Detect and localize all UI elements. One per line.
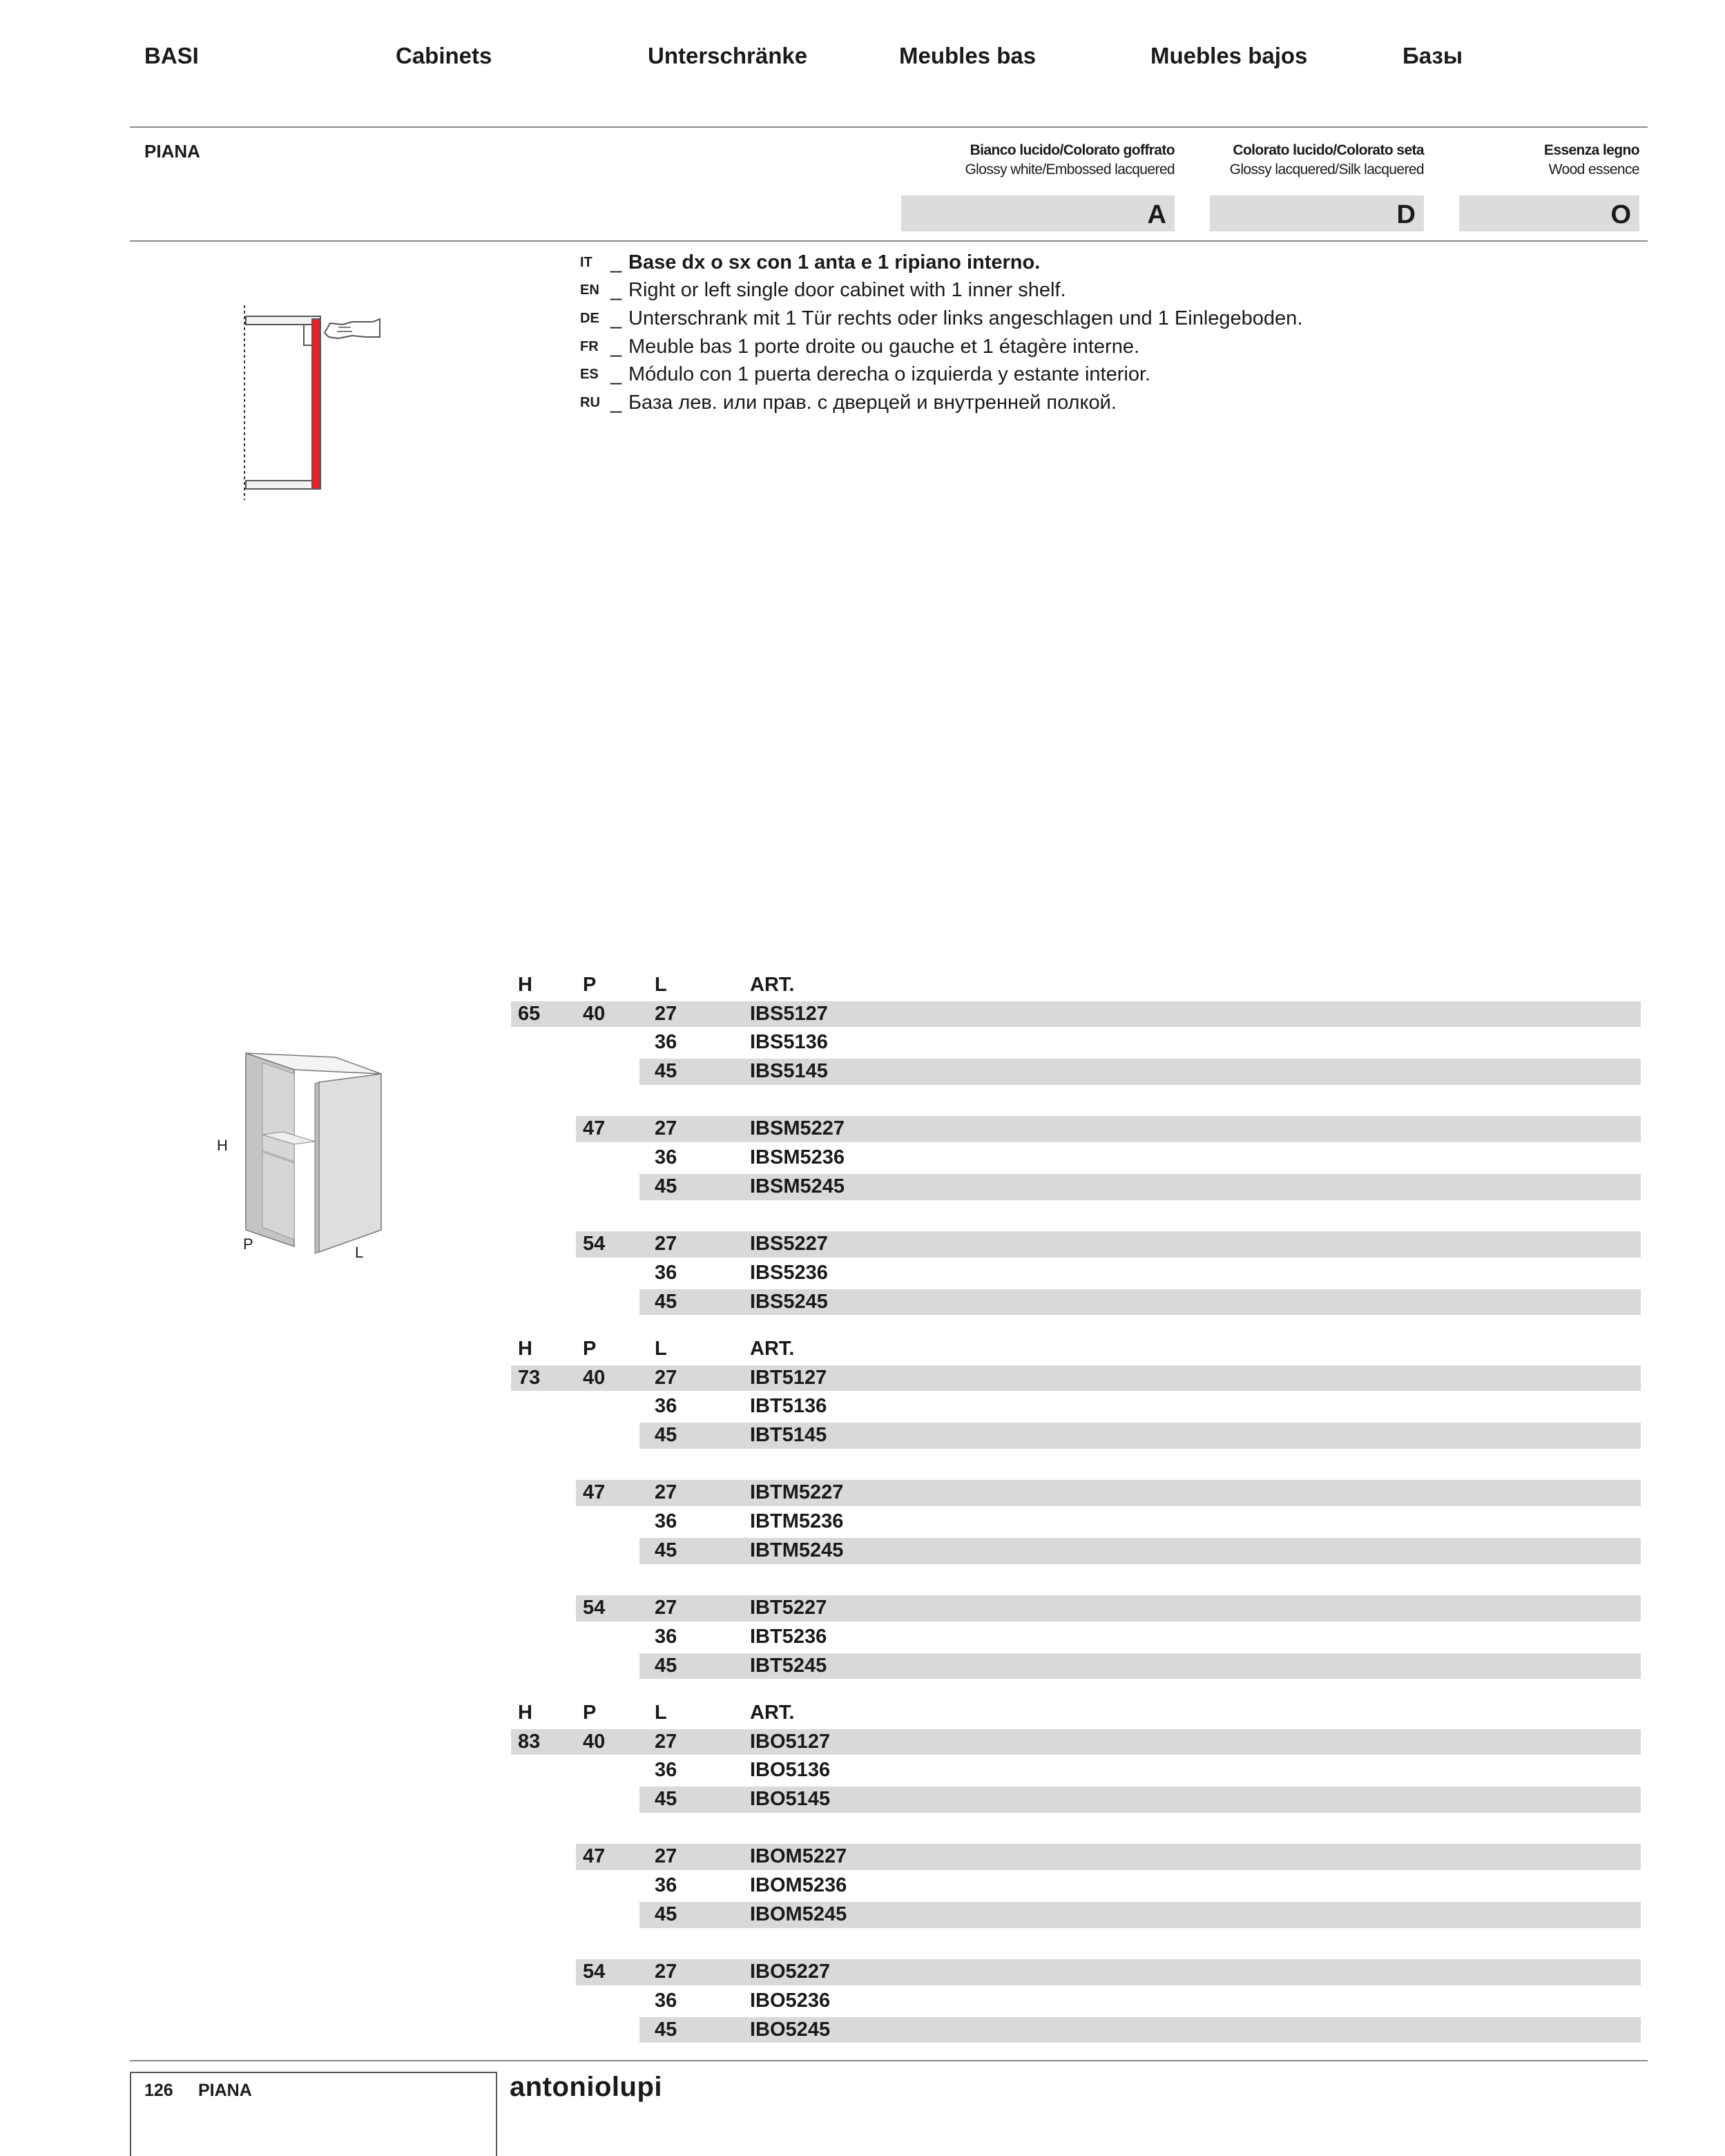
row-band: [576, 1595, 1641, 1621]
table-cell: 36: [655, 1031, 677, 1054]
table-spacer: [511, 1450, 1641, 1479]
finish-a-title: Bianco lucido/Colorato goffrato: [970, 142, 1175, 158]
table-cell: IBO5245: [750, 2018, 831, 2041]
table-cell: 36: [655, 1759, 677, 1782]
table-row: [511, 1987, 1641, 2016]
table-cell: IBS5145: [750, 1060, 828, 1083]
table-cell: 45: [655, 1539, 677, 1561]
table-row: [511, 2016, 1641, 2045]
table-row: [511, 1230, 1641, 1259]
finish-d-title: Colorato lucido/Colorato seta: [1233, 142, 1424, 158]
table-cell: 45: [655, 1290, 677, 1313]
table-cell: IBT5227: [750, 1597, 827, 1619]
section-rule: [130, 240, 1648, 242]
row-band: [576, 1480, 1641, 1506]
row-band: [576, 1959, 1641, 1985]
table-cell: IBS5127: [750, 1002, 828, 1025]
table-spacer: [511, 1566, 1641, 1595]
table-cell: 73: [518, 1366, 541, 1389]
table-row: [511, 1057, 1641, 1086]
lang-code-en: EN: [580, 282, 599, 298]
table-row: [511, 1594, 1641, 1623]
description-en: EN _ Right or left single door cabinet with 1 inner shelf.: [580, 279, 1066, 302]
finish-code-o: O: [1459, 195, 1639, 231]
finish-code-d: D: [1210, 195, 1424, 231]
table-cell: IBOM5236: [750, 1874, 847, 1897]
table-row: [511, 1958, 1641, 1987]
table-row: [511, 1842, 1641, 1871]
table-row: [511, 1728, 1641, 1757]
table-cell: 40: [583, 1002, 606, 1025]
table-cell: H: [518, 1338, 532, 1360]
table-cell: IBS5236: [750, 1261, 828, 1284]
table-row: [511, 1421, 1641, 1450]
table-cell: 27: [655, 1233, 677, 1255]
table-cell: 54: [583, 1597, 606, 1619]
table-cell: 27: [655, 1845, 677, 1868]
description-text-es: Módulo con 1 puerta derecha o izquierda y estante interior.: [628, 363, 1151, 386]
table-row: [511, 1144, 1641, 1173]
finish-d-subtitle: Glossy lacquered/Silk lacquered: [1229, 162, 1424, 177]
table-cell: 36: [655, 1146, 677, 1169]
table-cell: 36: [655, 1874, 677, 1897]
description-de: DE _ Unterschrank mit 1 Tür rechts oder links angeschlagen und 1 Einlegeboden.: [580, 307, 1303, 329]
table-cell: IBS5227: [750, 1233, 828, 1255]
lang-code-fr: FR: [580, 338, 599, 354]
description-fr: FR _ Meuble bas 1 porte droite ou gauche et 1 étagère interne.: [580, 335, 1140, 358]
description-text-ru: База лев. или прав. с дверцей и внутренней полкой.: [628, 391, 1117, 414]
table-cell: IBOM5227: [750, 1845, 847, 1868]
row-band: [511, 1001, 1641, 1028]
row-band: [576, 1844, 1641, 1870]
table-cell: 45: [655, 2018, 677, 2041]
table-cell: IBO5227: [750, 1961, 831, 1983]
table-cell: L: [655, 974, 667, 996]
table-cell: 45: [655, 1903, 677, 1925]
table-cell: 27: [655, 1961, 677, 1983]
cabinet-iso-drawing: [207, 1039, 401, 1267]
article-table-h73: [511, 1335, 1641, 1680]
header-rule: [130, 126, 1648, 128]
table-cell: ART.: [750, 1338, 795, 1360]
article-table-h65: [511, 971, 1641, 1316]
page-number: 126: [144, 2081, 173, 2100]
table-row: [511, 1259, 1641, 1288]
dimension-label-l: L: [355, 1244, 364, 1261]
finish-code-a: A: [901, 195, 1175, 231]
table-cell: 65: [518, 1002, 541, 1025]
table-cell: IBO5127: [750, 1730, 831, 1753]
table-row: [511, 1288, 1641, 1317]
table-cell: 83: [518, 1730, 541, 1753]
table-row: [511, 1028, 1641, 1057]
finish-a: [965, 141, 1175, 180]
table-cell: H: [518, 974, 532, 996]
description-it: IT _ Base dx o sx con 1 anta e 1 ripiano interno.: [580, 251, 1041, 273]
section-title: PIANA: [144, 141, 200, 162]
table-cell: IBT5245: [750, 1654, 827, 1677]
table-cell: 54: [583, 1233, 606, 1255]
table-row: [511, 1364, 1641, 1393]
dimension-label-h: H: [217, 1137, 228, 1154]
table-cell: IBO5145: [750, 1788, 831, 1811]
dimension-label-p: P: [243, 1235, 253, 1253]
footer-rule: [130, 2060, 1648, 2061]
table-row: [511, 1785, 1641, 1814]
table-row: [511, 1756, 1641, 1785]
table-row: [511, 1623, 1641, 1652]
table-cell: 27: [655, 1730, 677, 1753]
table-cell: IBSM5245: [750, 1175, 845, 1197]
table-row: [511, 1652, 1641, 1681]
table-cell: IBOM5245: [750, 1903, 847, 1925]
table-cell: ART.: [750, 1702, 795, 1724]
table-cell: 47: [583, 1845, 606, 1868]
description-list: [580, 249, 1302, 417]
finish-d: [1230, 141, 1424, 180]
row-band: [511, 1365, 1641, 1392]
table-row: [511, 1537, 1641, 1566]
lang-code-es: ES: [580, 367, 599, 383]
table-row: [511, 1871, 1641, 1900]
table-cell: IBTM5227: [750, 1481, 844, 1504]
table-cell: 45: [655, 1175, 677, 1197]
table-cell: ART.: [750, 974, 795, 996]
table-cell: IBO5136: [750, 1759, 831, 1782]
table-cell: 47: [583, 1481, 606, 1504]
article-table-h83: [511, 1699, 1641, 2044]
row-band: [511, 1729, 1641, 1755]
row-band: [576, 1231, 1641, 1258]
table-cell: P: [583, 974, 597, 996]
description-text-en: Right or left single door cabinet with 1 inner shelf.: [628, 279, 1066, 302]
lang-code-it: IT: [580, 254, 592, 270]
category-ru: Базы: [1403, 43, 1463, 68]
description-text-de: Unterschrank mit 1 Tür rechts oder links angeschlagen und 1 Einlegeboden.: [628, 307, 1303, 329]
table-cell: 47: [583, 1117, 606, 1140]
plan-view-drawing: [235, 302, 401, 503]
table-spacer: [511, 1086, 1641, 1115]
table-cell: 27: [655, 1366, 677, 1389]
table-cell: 27: [655, 1117, 677, 1140]
description-ru: RU _ База лев. или прав. с дверцей и внутренней полкой.: [580, 391, 1117, 414]
table-cell: 40: [583, 1730, 606, 1753]
table-cell: P: [583, 1702, 597, 1724]
row-band: [576, 1116, 1641, 1142]
table-cell: 27: [655, 1597, 677, 1619]
table-cell: 27: [655, 1481, 677, 1504]
table-cell: IBT5136: [750, 1395, 827, 1418]
table-spacer: [511, 1814, 1641, 1843]
table-cell: 36: [655, 1261, 677, 1284]
table-cell: 54: [583, 1961, 606, 1983]
table-cell: H: [518, 1702, 532, 1724]
finish-a-subtitle: Glossy white/Embossed lacquered: [965, 162, 1175, 177]
lang-code-ru: RU: [580, 394, 600, 410]
table-cell: 36: [655, 1625, 677, 1648]
finish-o-title: Essenza legno: [1543, 142, 1639, 158]
description-text-it: Base dx o sx con 1 anta e 1 ripiano interno.: [628, 251, 1041, 273]
table-header: [511, 1335, 1641, 1364]
finish-o-subtitle: Wood essence: [1548, 162, 1639, 177]
table-cell: IBTM5245: [750, 1539, 844, 1561]
table-row: [511, 1900, 1641, 1929]
category-de: Unterschränke: [648, 43, 808, 68]
table-header: [511, 1699, 1641, 1728]
table-cell: IBT5145: [750, 1424, 827, 1447]
table-row: [511, 1508, 1641, 1537]
table-row: [511, 1115, 1641, 1144]
table-cell: IBT5127: [750, 1366, 827, 1389]
table-cell: IBSM5227: [750, 1117, 845, 1140]
table-cell: L: [655, 1338, 667, 1360]
footer-box: [130, 2072, 497, 2156]
table-cell: IBT5236: [750, 1625, 827, 1648]
table-cell: IBSM5236: [750, 1146, 845, 1169]
category-fr: Meubles bas: [899, 43, 1037, 68]
category-es: Muebles bajos: [1150, 43, 1308, 68]
table-cell: L: [655, 1702, 667, 1724]
table-spacer: [511, 1202, 1641, 1231]
table-cell: 36: [655, 1395, 677, 1418]
category-it: BASI: [144, 43, 199, 68]
table-cell: 45: [655, 1424, 677, 1447]
table-cell: IBO5236: [750, 1989, 831, 2012]
description-es: ES _ Módulo con 1 puerta derecha o izquierda y estante interior.: [580, 363, 1151, 386]
table-cell: 45: [655, 1788, 677, 1811]
table-cell: IBS5245: [750, 1290, 828, 1313]
table-header: [511, 971, 1641, 1000]
table-cell: 40: [583, 1366, 606, 1389]
footer-section: PIANA: [198, 2081, 252, 2100]
table-cell: 27: [655, 1002, 677, 1025]
table-cell: 45: [655, 1654, 677, 1677]
table-row: [511, 1000, 1641, 1029]
table-row: [511, 1479, 1641, 1508]
finish-o: [1544, 141, 1639, 180]
table-row: [511, 1173, 1641, 1202]
table-cell: P: [583, 1338, 597, 1360]
table-cell: IBTM5236: [750, 1510, 844, 1533]
description-text-fr: Meuble bas 1 porte droite ou gauche et 1 étagère interne.: [628, 335, 1140, 358]
brand-logo: antoniolupi: [510, 2072, 663, 2102]
table-row: [511, 1392, 1641, 1421]
lang-code-de: DE: [580, 310, 599, 326]
category-en: Cabinets: [396, 43, 492, 68]
table-cell: 36: [655, 1510, 677, 1533]
table-spacer: [511, 1929, 1641, 1958]
table-cell: 45: [655, 1060, 677, 1083]
table-cell: IBS5136: [750, 1031, 828, 1054]
table-cell: 36: [655, 1989, 677, 2012]
